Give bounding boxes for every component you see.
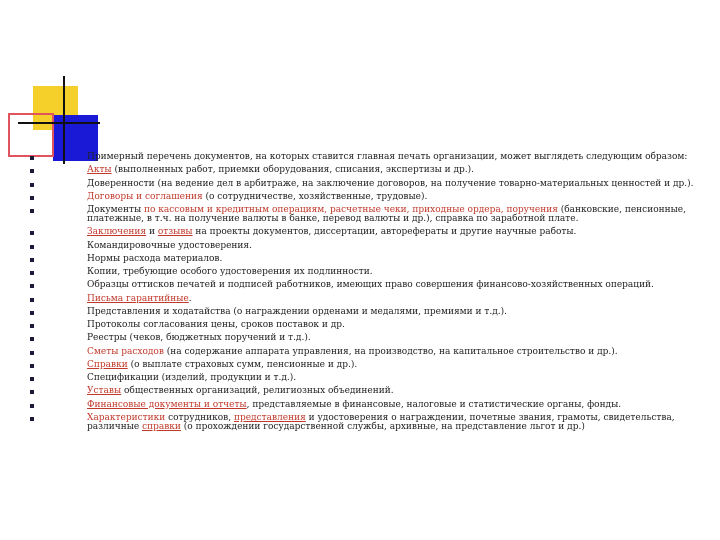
list-item-text: Доверенности (на ведение дел в арбитраже, на заключение договоров, на получение товарно-материальных ценностей и др.). xyxy=(87,178,694,189)
list-item-text: Примерный перечень документов, на которых ставится главная печать организации, может выглядеть следующим образом: xyxy=(87,152,688,162)
list-item xyxy=(30,206,715,224)
bullet-icon xyxy=(30,311,34,315)
list-item-text: Образцы оттисков печатей и подписей работников, имеющих право совершения финансово-хозяйственных операций. xyxy=(87,280,654,291)
bullet-icon xyxy=(30,284,34,288)
decor-vertical-line xyxy=(63,76,65,164)
bullet-icon xyxy=(30,183,34,187)
list-item xyxy=(30,334,715,343)
list-item-text: , представляемые в финансовые, налоговые и статистические органы, фонды. xyxy=(246,399,622,410)
list-item-text: сотрудников, xyxy=(165,412,234,423)
document-link[interactable]: Финансовые документы и отчеты xyxy=(87,399,247,410)
document-link[interactable]: Уставы xyxy=(87,386,122,397)
list-item xyxy=(30,295,715,304)
decor-horizontal-line xyxy=(18,122,100,124)
list-item xyxy=(30,228,715,237)
document-link[interactable]: Письма гарантийные xyxy=(87,293,189,304)
list-item-text: на проекты документов, диссертации, авторефераты и другие научные работы. xyxy=(192,227,577,238)
list-item-text: и xyxy=(146,227,158,238)
list-item xyxy=(30,166,715,175)
bullet-icon xyxy=(30,337,34,341)
document-link[interactable]: Справки xyxy=(87,359,128,370)
bullet-icon xyxy=(30,390,34,394)
list-item xyxy=(30,268,715,277)
list-item-text: Копии, требующие особого удостоверения их подлинности. xyxy=(87,267,373,278)
list-item xyxy=(30,401,715,410)
list-item-text: (о прохождении государственной службы, архивные, на представление льгот и др.) xyxy=(180,422,585,433)
list-item xyxy=(30,374,715,383)
list-item xyxy=(30,387,715,396)
bullet-icon xyxy=(30,298,34,302)
bullet-icon xyxy=(30,364,34,368)
bullet-icon xyxy=(30,156,34,160)
list-item xyxy=(30,255,715,264)
bullet-icon xyxy=(30,351,34,355)
list-item xyxy=(30,348,715,357)
list-item-text: Представления и ходатайства (о награждении орденами и медалями, премиями и т.д.). xyxy=(87,306,508,317)
decor-pink-outline-square xyxy=(8,113,54,157)
list-item-text: . xyxy=(188,293,192,304)
bullet-icon xyxy=(30,271,34,275)
document-link[interactable]: отзывы xyxy=(157,227,193,238)
bullet-icon xyxy=(30,417,34,421)
list-item xyxy=(30,321,715,330)
bullet-icon xyxy=(30,209,34,213)
bullet-icon xyxy=(30,258,34,262)
list-item-text: (о сотрудничестве, хозяйственные, трудовые). xyxy=(202,191,428,202)
list-item-text: Протоколы согласования цены, сроков поставок и др. xyxy=(87,320,345,331)
list-item-text: (банковские, пенсионные, платежные, в т.ч. на получение валюты в банке, перевод валюты и др.), справка по заработной плате. xyxy=(87,205,686,225)
bullet-icon xyxy=(30,245,34,249)
document-link[interactable]: представления xyxy=(233,412,306,423)
bullet-icon xyxy=(30,196,34,200)
list-item-text: Командировочные удостоверения. xyxy=(87,240,252,251)
list-item xyxy=(30,308,715,317)
document-link[interactable]: Договоры и соглашения xyxy=(87,191,203,202)
document-link[interactable]: Характеристики xyxy=(87,412,166,423)
bullet-icon xyxy=(30,169,34,173)
list-item xyxy=(30,193,715,202)
list-item-text: (о выплате страховых сумм, пенсионные и др.). xyxy=(127,359,358,370)
list-item xyxy=(30,180,715,189)
list-item xyxy=(30,281,715,290)
document-link[interactable]: по кассовым и кредитным операциям, расчетные чеки, приходные ордера, поручения xyxy=(143,205,558,215)
list-item-text: Спецификации (изделий, продукции и т.д.). xyxy=(87,373,297,384)
document-link[interactable]: Акты xyxy=(87,165,112,176)
list-item-text: общественных организаций, религиозных объединений. xyxy=(121,386,394,397)
document-link[interactable]: Сметы расходов xyxy=(87,346,164,357)
list-item xyxy=(30,361,715,370)
list-item-text: Нормы расхода материалов. xyxy=(87,253,223,264)
list-item xyxy=(30,153,715,162)
bullet-icon xyxy=(30,404,34,408)
list-item-text: Документы xyxy=(87,205,144,215)
bullet-icon xyxy=(30,324,34,328)
document-list xyxy=(30,153,715,436)
list-item xyxy=(30,242,715,251)
list-item-text: (на содержание аппарата управления, на производство, на капитальное строительство и др.). xyxy=(163,346,618,357)
document-link[interactable]: справки xyxy=(142,422,181,433)
list-item-text: (выполненных работ, приемки оборудования, списания, экспертизы и др.). xyxy=(111,165,475,176)
document-link[interactable]: Заключения xyxy=(87,227,147,238)
list-item-text: и удостоверения о награждении, почетные звания, грамоты, свидетельства, различные xyxy=(87,412,675,433)
list-item-text: Реестры (чеков, бюджетных поручений и т.д.). xyxy=(87,333,311,344)
bullet-icon xyxy=(30,377,34,381)
bullet-icon xyxy=(30,231,34,235)
list-item xyxy=(30,414,715,432)
